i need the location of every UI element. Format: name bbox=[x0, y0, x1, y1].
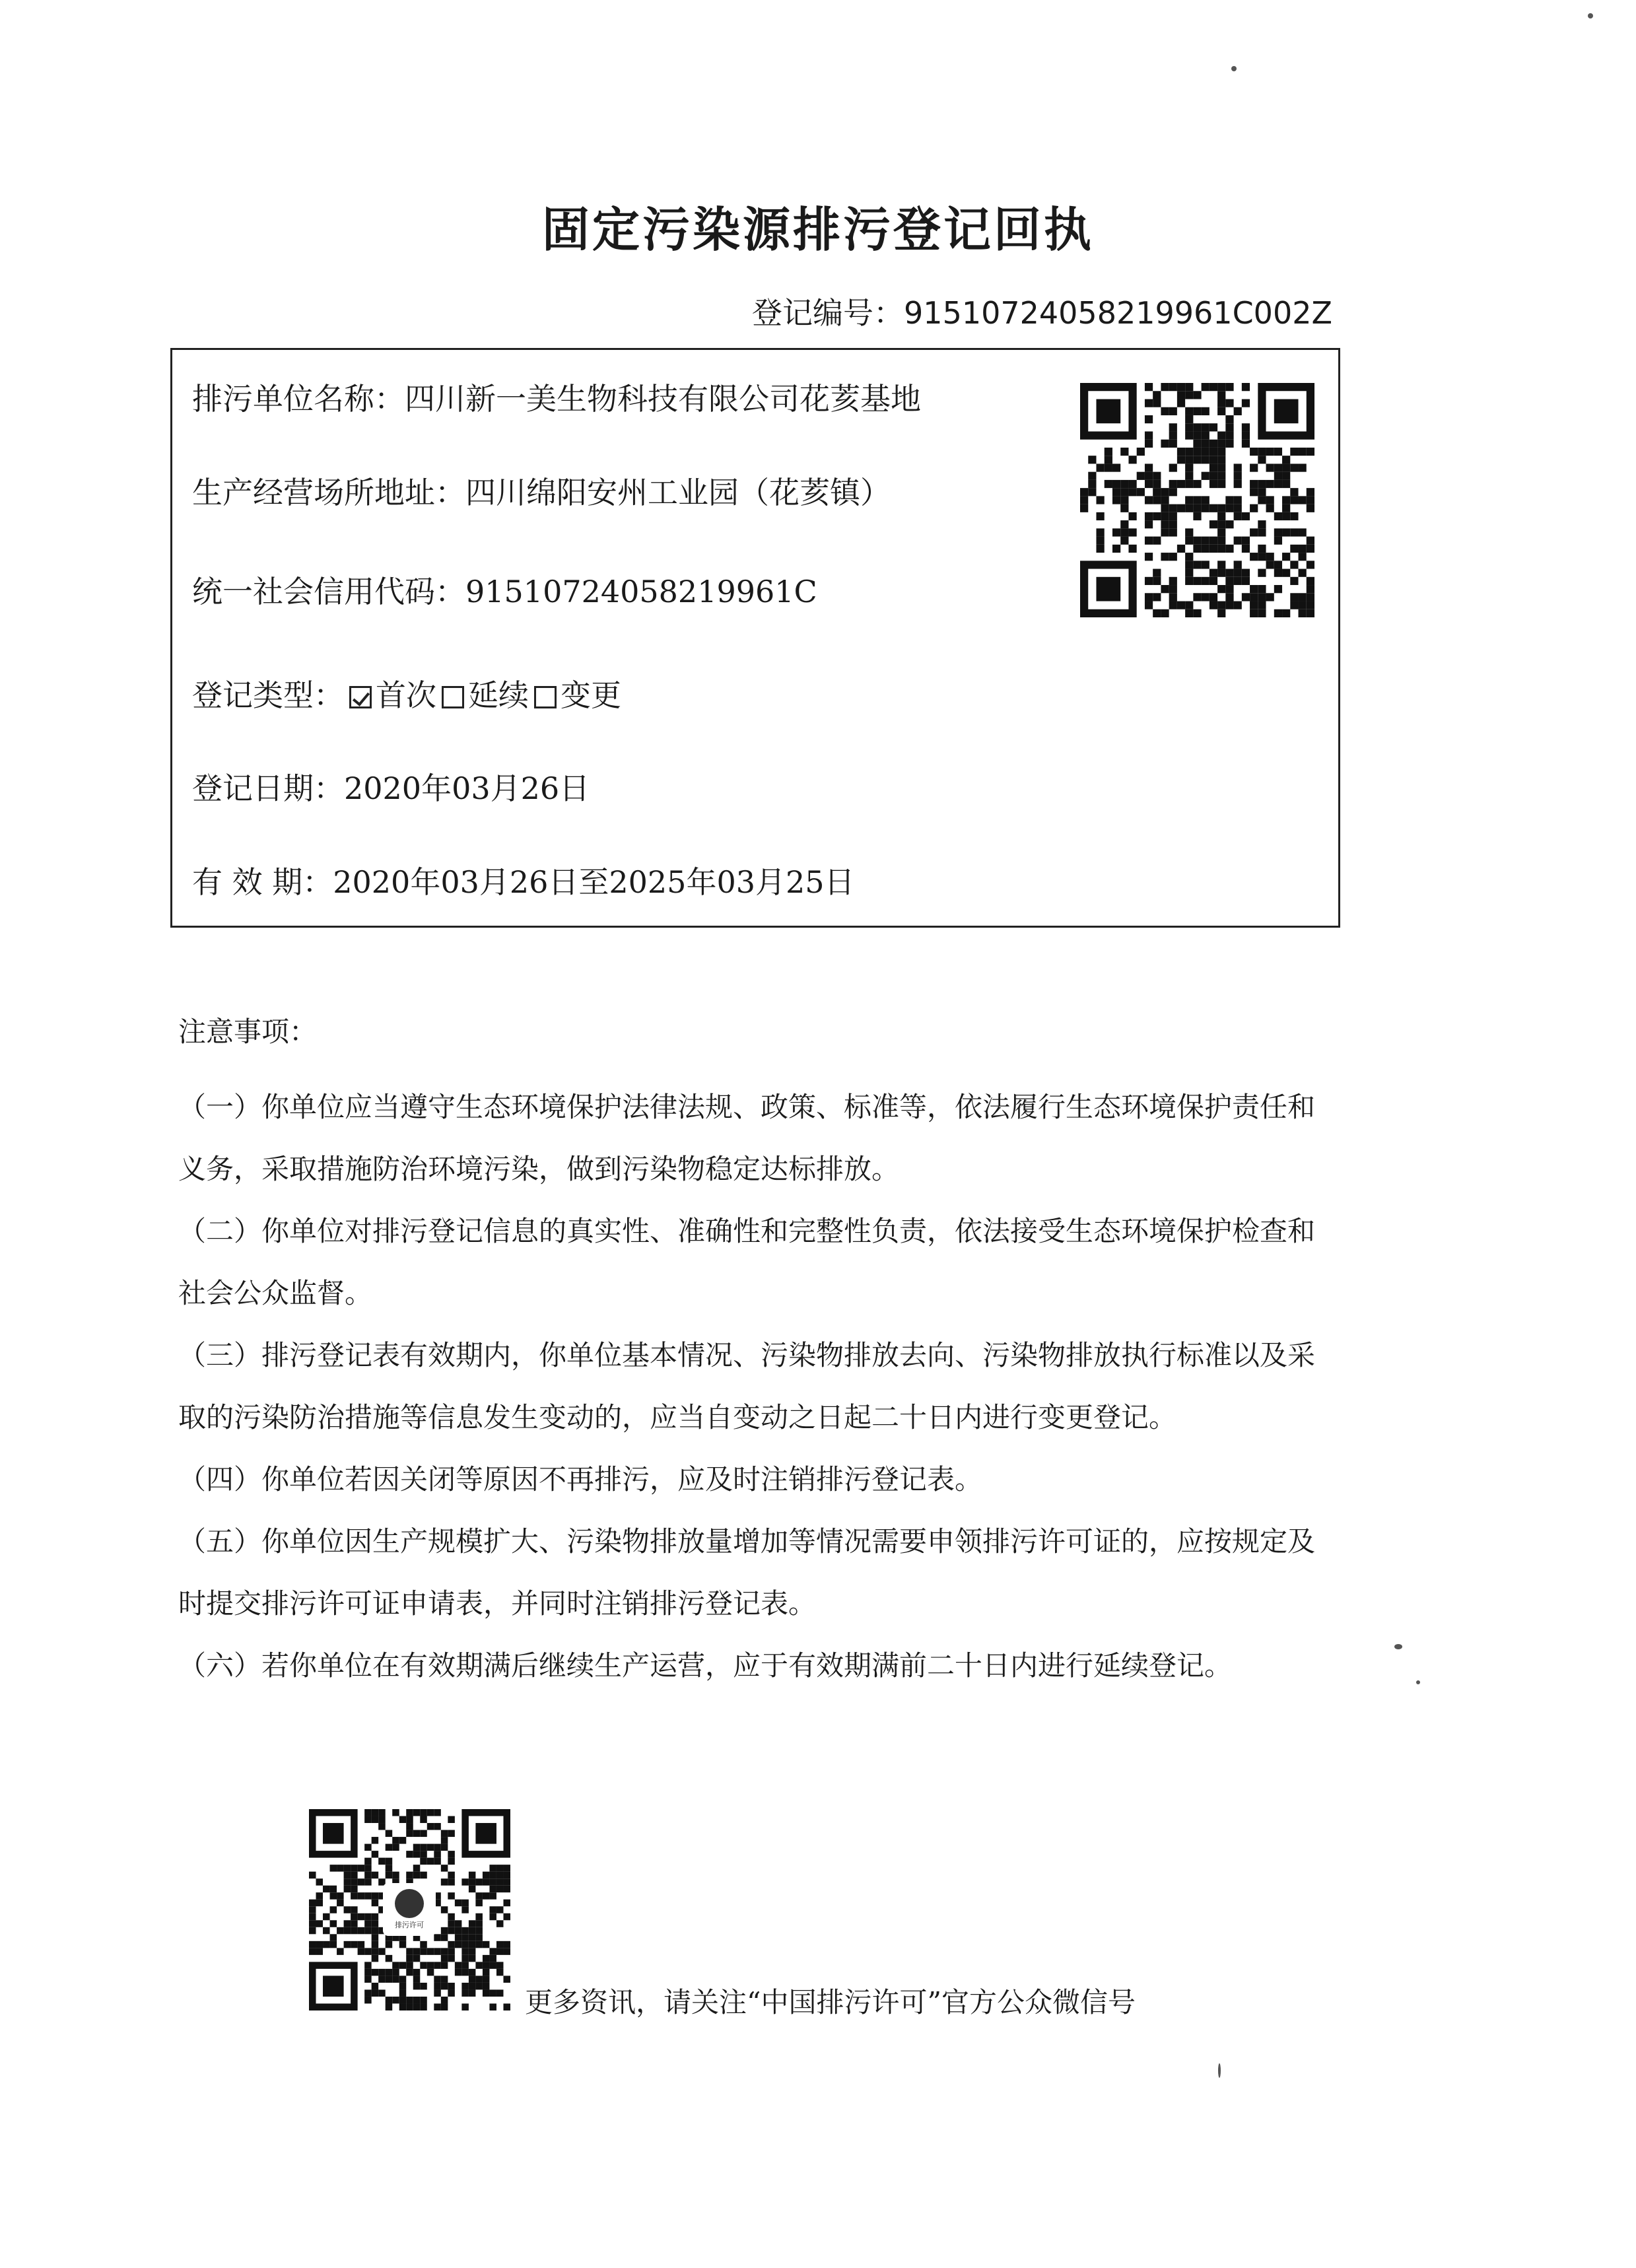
notes-section bbox=[178, 1010, 1320, 1697]
address-row bbox=[192, 469, 891, 512]
checkbox-renewal bbox=[442, 686, 464, 708]
registration-date-row bbox=[192, 765, 590, 808]
scan-speck bbox=[1588, 13, 1593, 18]
note-item-4: （四）你单位若因关闭等原因不再排污，应及时注销排污登记表。 bbox=[178, 1463, 983, 1495]
unit-name-value: 四川新一美生物科技有限公司花荄基地 bbox=[405, 381, 921, 417]
document-title: 固定污染源排污登记回执 bbox=[541, 202, 1094, 258]
registration-date-label: 登记日期： bbox=[192, 771, 344, 806]
credit-code-row bbox=[192, 568, 817, 611]
note-item-3: （三）排污登记表有效期内，你单位基本情况、污染物排放去向、污染物排放执行标准以及采取的污染防治措施等信息发生变动的，应当自变动之日起二十日内进行变更登记。 bbox=[178, 1339, 1316, 1433]
scan-speck bbox=[1394, 1644, 1402, 1649]
registration-type-row bbox=[192, 671, 621, 715]
checkbox-change bbox=[534, 686, 557, 708]
registration-qr-code bbox=[1080, 383, 1314, 617]
validity-label: 有 效 期： bbox=[192, 864, 333, 900]
address-label: 生产经营场所地址： bbox=[192, 475, 465, 510]
scan-speck bbox=[1416, 1680, 1420, 1684]
unit-name-row bbox=[192, 375, 921, 419]
address-value: 四川绵阳安州工业园（花荄镇） bbox=[465, 475, 891, 510]
registration-date-value: 2020年03月26日 bbox=[344, 771, 590, 806]
validity-row bbox=[192, 858, 855, 902]
logo-emblem-icon bbox=[395, 1889, 424, 1918]
scan-speck bbox=[1231, 66, 1237, 71]
registration-type-label: 登记类型： bbox=[192, 677, 344, 713]
scan-speck bbox=[1218, 2063, 1221, 2078]
qr-center-logo bbox=[383, 1883, 436, 1936]
registration-number: 登记编号：91510724058219961C002Z bbox=[752, 295, 1332, 331]
note-item-1: （一）你单位应当遵守生态环境保护法律法规、政策、标准等，依法履行生态环境保护责任和义务，采取措施防治环境污染，做到污染物稳定达标排放。 bbox=[178, 1091, 1316, 1185]
unit-name-label: 排污单位名称： bbox=[192, 381, 405, 417]
note-item-5: （五）你单位因生产规模扩大、污染物排放量增加等情况需要申领排污许可证的，应按规定及时提交排污许可证申请表，并同时注销排污登记表。 bbox=[178, 1525, 1316, 1620]
wechat-qr-code bbox=[309, 1809, 510, 2010]
type-option-first: 首次 bbox=[376, 677, 436, 713]
qr-logo-caption: 排污许可 bbox=[395, 1921, 424, 1929]
registration-info-box bbox=[170, 348, 1340, 928]
validity-value: 2020年03月26日至2025年03月25日 bbox=[333, 864, 855, 900]
note-item-6: （六）若你单位在有效期满后继续生产运营，应于有效期满前二十日内进行延续登记。 bbox=[178, 1649, 1233, 1682]
credit-code-value: 91510724058219961C bbox=[465, 574, 817, 609]
checkbox-first-checked bbox=[349, 686, 372, 708]
type-option-renewal: 延续 bbox=[468, 677, 529, 713]
follow-wechat-text: 更多资讯，请关注“中国排污许可”官方公众微信号 bbox=[525, 1986, 1136, 2018]
type-option-change: 变更 bbox=[561, 677, 621, 713]
credit-code-label: 统一社会信用代码： bbox=[192, 574, 465, 609]
notes-heading: 注意事项： bbox=[178, 1015, 318, 1048]
note-item-2: （二）你单位对排污登记信息的真实性、准确性和完整性负责，依法接受生态环境保护检查和社会公众监督。 bbox=[178, 1215, 1316, 1309]
